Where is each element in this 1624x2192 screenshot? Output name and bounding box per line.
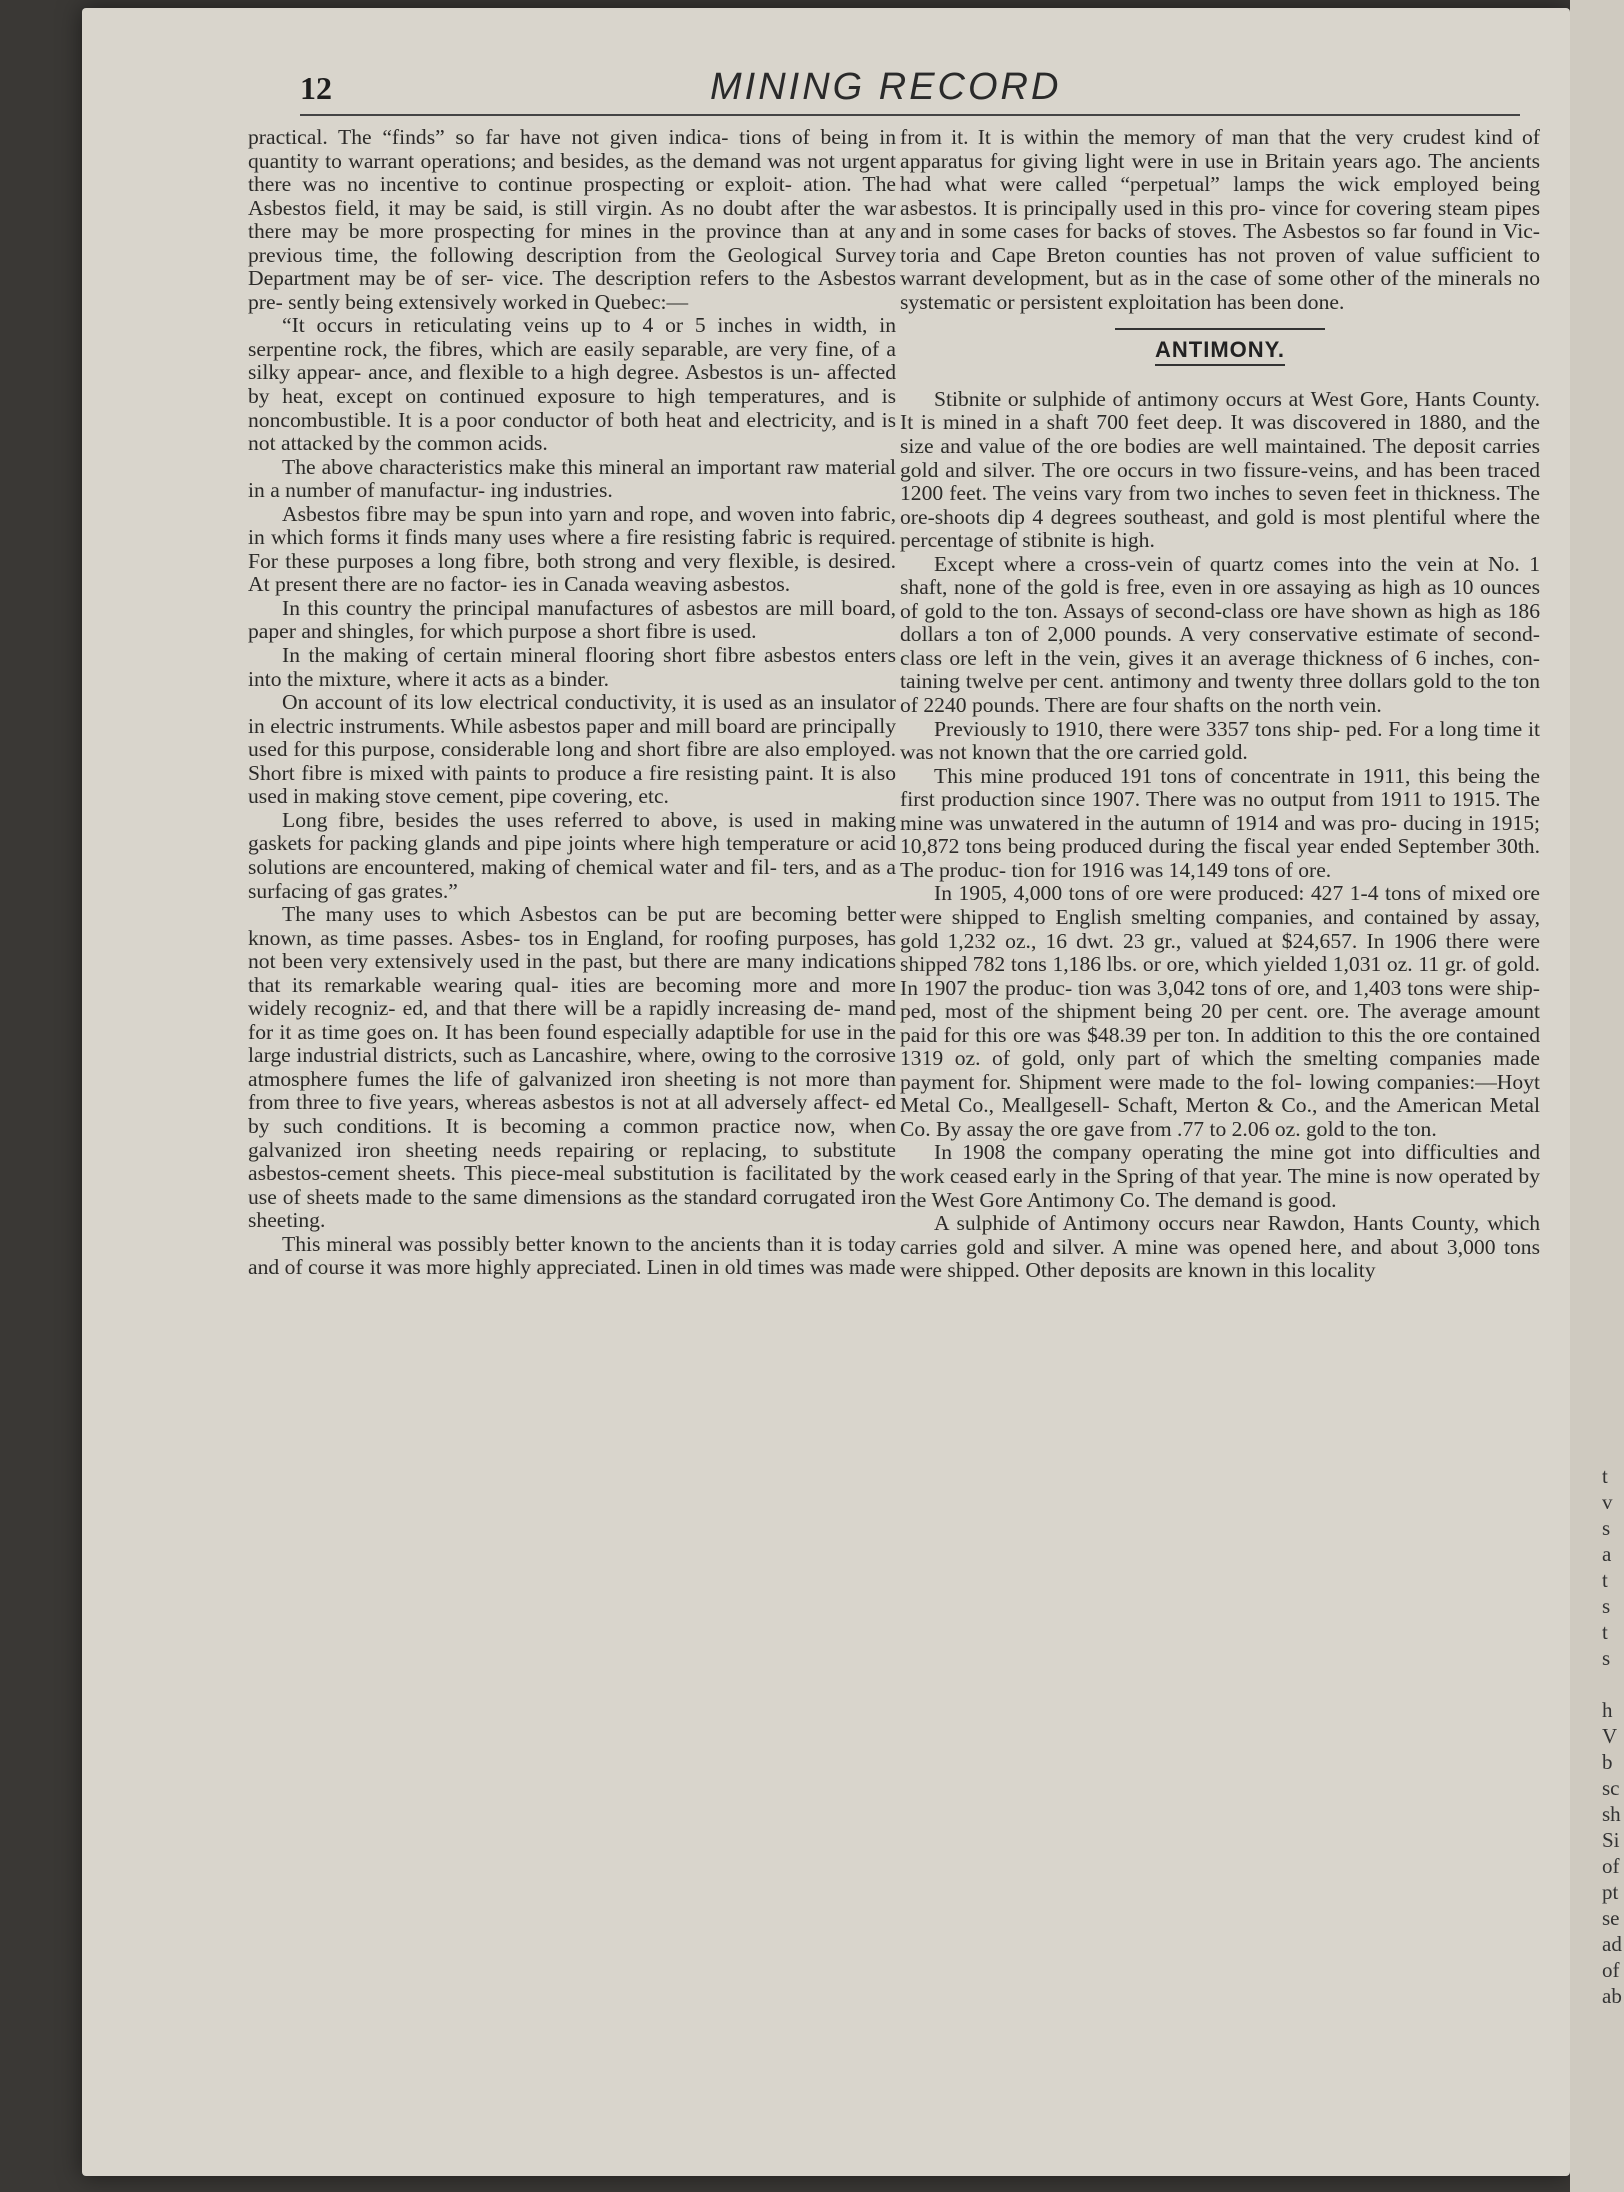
section-title: ANTIMONY. xyxy=(1155,338,1285,366)
paragraph: Long fibre, besides the uses referred to above, is used in making gaskets for packing glands and pipe joints where high temperature or acid solutions are encountered, making of chemical water and fil- ters, and as a surfacing of gas grates.” xyxy=(248,807,896,903)
paragraph: Stibnite or sulphide of antimony occurs at West Gore, Hants County. It is mined in a shaft 700 feet deep. It was discovered in 1880, and the size and value of the ore bodies are well maintained. The deposit carries gold and silver. The ore occurs in two fissure-veins, and has been traced 1200 feet. The veins vary from two inches to seven feet in thickness. The ore-shoots dip 4 degrees southeast, and gold is most plentiful where the percentage of stibnite is high. xyxy=(900,386,1540,553)
paragraph: Asbestos fibre may be spun into yarn and rope, and woven into fabric, in which forms it finds many uses where a fire resisting fabric is required. For these purposes a long fibre, both strong and very flexible, is desired. At present there are no factor- ies in Canada weaving asbestos. xyxy=(248,501,896,597)
adjacent-page-fragment: h xyxy=(1602,1698,1613,1722)
section-heading xyxy=(900,328,1540,366)
adjacent-page-fragment: sc xyxy=(1602,1776,1620,1800)
paragraph: Except where a cross-vein of quartz comes into the vein at No. 1 shaft, none of the gold is free, even in ore assaying as high as 10 ounces of gold to the ton. Assays of second-class ore have shown as high as 186 dollars a ton of 2,000 pounds. A very conservative estimate of second-class ore left in the vein, gives it an average thickness of 6 inches, con- taining twelve per cent. antimony and twenty three dollars gold to the ton of 2240 pounds. There are four shafts on the north vein. xyxy=(900,551,1540,718)
adjacent-page-fragment: se xyxy=(1602,1906,1620,1930)
paragraph: In 1908 the company operating the mine got into difficulties and work ceased early in the Spring of that year. The mine is now operated by the West Gore Antimony Co. The demand is good. xyxy=(900,1140,1540,1212)
paragraph: Previously to 1910, there were 3357 tons ship- ped. For a long time it was not known that the ore carried gold. xyxy=(900,716,1540,765)
right-column xyxy=(900,126,1540,1283)
adjacent-page-fragment: b xyxy=(1602,1750,1613,1774)
right-column-bottom xyxy=(900,388,1540,1283)
page-number: 12 xyxy=(300,70,332,106)
adjacent-page-fragment: t xyxy=(1602,1464,1608,1488)
right-column-top xyxy=(900,126,1540,314)
adjacent-page-fragment: t xyxy=(1602,1620,1608,1644)
page-header xyxy=(300,62,1520,116)
adjacent-page-fragment: pt xyxy=(1602,1880,1619,1904)
paragraph: The above characteristics make this mineral an important raw material in a number of manufactur- ing industries. xyxy=(248,454,896,503)
adjacent-page-fragment: v xyxy=(1602,1490,1613,1514)
adjacent-page-fragment: V xyxy=(1602,1724,1618,1748)
adjacent-page-fragment: ad xyxy=(1602,1932,1622,1956)
adjacent-page-fragment: sh xyxy=(1602,1802,1621,1826)
adjacent-page-fragment: ab xyxy=(1602,1984,1622,2008)
paragraph: “It occurs in reticulating veins up to 4 or 5 inches in width, in serpentine rock, the fibres, which are easily separable, are very fine, of a silky appear- ance, and flexible to a high degree. Asbestos is un- affected by heat, except on continued exposure to high temperatures, and is noncombustible. It is a poor conductor of both heat and electricity, and is not attacked by the common acids. xyxy=(248,313,896,456)
running-title: MINING RECORD xyxy=(710,66,1062,108)
paragraph: In 1905, 4,000 tons of ore were produced: 427 1-4 tons of mixed ore were shipped to English smelting companies, and contained by assay, gold 1,232 oz., 16 dwt. 23 gr., valued at $24,657. In 1906 there were shipped 782 tons 1,186 lbs. or ore, which yielded 1,031 oz. 11 gr. of gold. In 1907 the produc- tion was 3,042 tons of ore, and 1,403 tons were ship- ped, most of the shipment being 20 per cent. ore. The average amount paid for this ore was $48.39 per ton. In addition to this the ore contained 1319 oz. of gold, only part of which the smelting companies made payment for. Shipment were made to the fol- lowing companies:—Hoyt Metal Co., Meallgesell- Schaft, Merton & Co., and the American Metal Co. By assay the ore gave from .77 to 2.06 oz. gold to the ton. xyxy=(900,881,1540,1141)
adjacent-page-fragment: s xyxy=(1602,1594,1611,1618)
paragraph: This mine produced 191 tons of concentrate in 1911, this being the first production since 1907. There was no output from 1911 to 1915. The mine was unwatered in the autumn of 1914 and was pro- ducing in 1915; 10,872 tons being produced during the fiscal year ended September 30th. The produc- tion for 1916 was 14,149 tons of ore. xyxy=(900,763,1540,882)
paragraph: On account of its low electrical conductivity, it is used as an insulator in electric instruments. While asbestos paper and mill board are principally used for this purpose, considerable long and short fibre are also employed. Short fibre is mixed with paints to produce a fire resisting paint. It is also used in making stove cement, pipe covering, etc. xyxy=(248,690,896,809)
section-rule xyxy=(1115,328,1325,330)
adjacent-page-edge xyxy=(1570,0,1624,2192)
adjacent-page-fragment: s xyxy=(1602,1516,1611,1540)
paragraph: This mineral was possibly better known to the ancients than it is today and of course it was more highly appreciated. Linen in old times was made xyxy=(248,1231,896,1280)
paragraph: In this country the principal manufactures of asbestos are mill board, paper and shingles, for which purpose a short fibre is used. xyxy=(248,595,896,644)
paragraph: from it. It is within the memory of man that the very crudest kind of apparatus for giving light were in use in Britain years ago. The ancients had what were called “perpetual” lamps the wick employed being asbestos. It is principally used in this pro- vince for covering steam pipes and in some cases for backs of stoves. The Asbestos so far found in Vic- toria and Cape Breton counties has not proven of value sufficient to warrant development, but as in the case of some other of the minerals no systematic or persistent exploitation has been done. xyxy=(900,125,1540,314)
adjacent-page-fragment: of xyxy=(1602,1854,1620,1878)
paragraph: The many uses to which Asbestos can be put are becoming better known, as time passes. Asbes- tos in England, for roofing purposes, has not been very extensively used in the past, but there are many indications that its remarkable wearing qual- ities are becoming more and more widely recogniz- ed, and that there will be a rapidly increasing de- mand for it as time goes on. It has been found especially adaptible for use in the large industrial districts, such as Lancashire, where, owing to the corrosive atmosphere fumes the life of galvanized iron sheeting is not more than from three to five years, whereas asbestos is not at all adversely affect- ed by such conditions. It is becoming a common practice now, when galvanized iron sheeting needs repairing or replacing, to substitute asbestos-cement sheets. This piece-meal substitution is facilitated by the use of sheets made to the same dimensions as the standard corrugated iron sheeting. xyxy=(248,902,896,1233)
adjacent-page-fragment: of xyxy=(1602,1958,1620,1982)
adjacent-page-fragment: s xyxy=(1602,1646,1611,1670)
adjacent-page-fragment: Si xyxy=(1602,1828,1620,1852)
adjacent-page-fragment: t xyxy=(1602,1568,1608,1592)
paragraph: In the making of certain mineral flooring short fibre asbestos enters into the mixture, where it acts as a binder. xyxy=(248,643,896,691)
left-column xyxy=(248,126,896,1280)
adjacent-page-fragment: a xyxy=(1602,1542,1612,1566)
paragraph: practical. The “finds” so far have not given indica- tions of being in quantity to warrant operations; and besides, as the demand was not urgent there was no incentive to continue prospecting or exploit- ation. The Asbestos field, it may be said, is still virgin. As no doubt after the war there may be more prospecting for mines in the province than at any previous time, the following description from the Geological Survey Department may be of ser- vice. The description refers to the Asbestos pre- sently being extensively worked in Quebec:— xyxy=(248,125,896,314)
paragraph: A sulphide of Antimony occurs near Rawdon, Hants County, which carries gold and silver. A mine was opened here, and about 3,000 tons were shipped. Other deposits are known in this locality xyxy=(900,1211,1540,1283)
